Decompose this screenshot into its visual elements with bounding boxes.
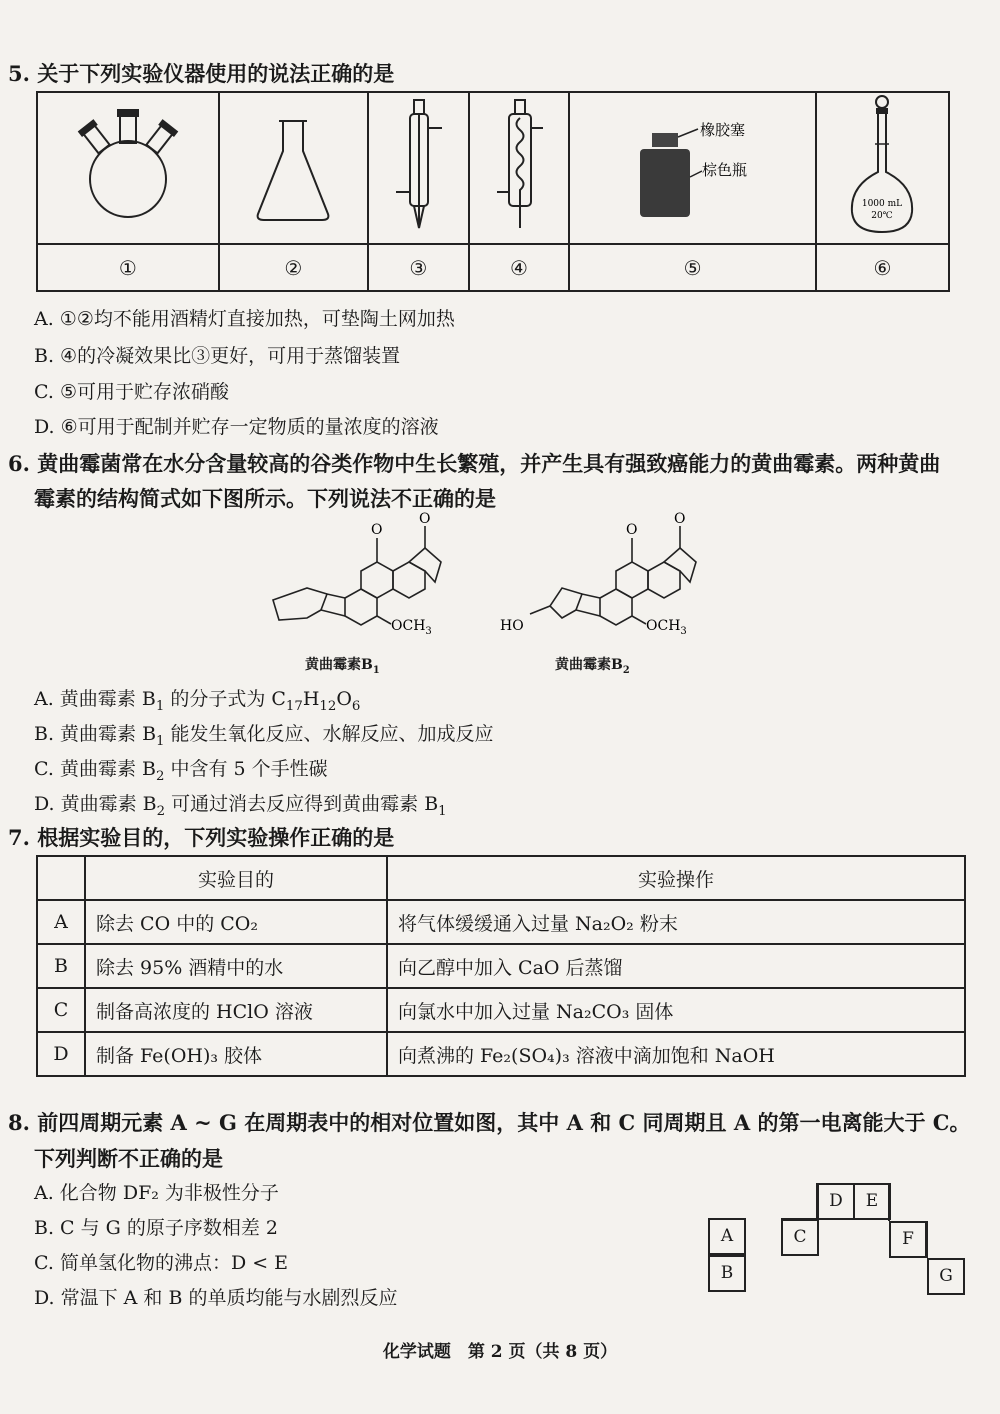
q6-option-b: B. 黄曲霉素 $B_1$ 能发生氧化反应、水解反应、加成反应 [34,723,494,749]
element-d: D [817,1183,855,1220]
q6-stem-line2: 霉素的结构简式如下图所示。下列说法不正确的是 [34,486,496,511]
element-a: A [708,1218,746,1255]
b1-methoxy: $OCH_3$ [391,618,432,637]
stopper-label: 橡胶塞 [699,121,745,139]
header-cell: 实验操作 [387,856,965,900]
row-label: C [37,988,85,1032]
q8-stem-line2: 下列判断不正确的是 [34,1146,223,1171]
instrument-number: ④ [469,244,570,291]
page-footer: 化学试题 第 2 页（共 8 页） [382,1342,618,1362]
instrument-number: ⑤ [569,244,816,291]
q5-option-a: A. ①②均不能用酒精灯直接加热，可垫陶土网加热 [34,308,455,330]
operation-cell: 向乙醇中加入 CaO 后蒸馏 [387,944,965,988]
q8-option-a: A. 化合物 DF₂ 为非极性分子 [34,1182,279,1204]
operation-cell: 向氯水中加入过量 Na₂CO₃ 固体 [387,988,965,1032]
b2-carbonyl-o: O [626,522,638,538]
q8-option-c: C. 简单氢化物的沸点：D < E [34,1252,289,1274]
row-label: B [37,944,85,988]
aflatoxin-b1-caption: 黄曲霉素$B_1$ [305,657,380,676]
q6-option-c: C. 黄曲霉素 $B_2$ 中含有 5 个手性碳 [34,758,328,784]
q5-option-d: D. ⑥可用于配制并贮存一定物质的量浓度的溶液 [34,416,439,438]
flask-temp: 20℃ [871,210,894,221]
instrument-number: ③ [368,244,469,291]
element-c: C [781,1219,819,1256]
operation-cell: 向煮沸的 Fe₂(SO₄)₃ 溶液中滴加饱和 NaOH [387,1032,965,1076]
purpose-cell: 制备 Fe(OH)₃ 胶体 [85,1032,387,1076]
b2-hydroxyl: HO [500,618,524,634]
q8-stem-line1: 8. 前四周期元素 A ~ G 在周期表中的相对位置如图，其中 A 和 C 同周期且 A 的第一电离能大于 C。 [8,1110,971,1135]
header-cell: 实验目的 [85,856,387,900]
element-e: E [853,1183,891,1220]
element-f: F [889,1221,927,1258]
element-b: B [708,1255,746,1292]
b2-ketone-o: O [674,511,686,527]
row-label: A [37,900,85,944]
instrument-number: ① [37,244,219,291]
q5-option-c: C. ⑤可用于贮存浓硝酸 [34,381,229,403]
q5-option-b: B. ④的冷凝效果比③更好，可用于蒸馏装置 [34,345,401,367]
instrument-number: ② [219,244,368,291]
bottle-label: 棕色瓶 [701,161,747,179]
element-g: G [927,1258,965,1295]
q6-stem-line1: 6. 黄曲霉菌常在水分含量较高的谷类作物中生长繁殖，并产生具有强致癌能力的黄曲霉素。两种黄曲 [8,451,941,476]
q8-option-b: B. C 与 G 的原子序数相差 2 [34,1217,279,1239]
aflatoxin-b2-caption: 黄曲霉素$B_2$ [555,657,630,676]
q6-option-a: A. 黄曲霉素 $B_1$ 的分子式为 $C_{17}H_{12}O_6$ [34,688,361,714]
b2-methoxy: $OCH_3$ [646,618,687,637]
purpose-cell: 除去 95% 酒精中的水 [85,944,387,988]
q8-option-d: D. 常温下 A 和 B 的单质均能与水剧烈反应 [34,1287,398,1309]
row-label: D [37,1032,85,1076]
purpose-cell: 除去 CO 中的 CO₂ [85,900,387,944]
operation-cell: 将气体缓缓通入过量 Na₂O₂ 粉末 [387,900,965,944]
b1-carbonyl-o: O [371,522,383,538]
q6-option-d: D. 黄曲霉素 $B_2$ 可通过消去反应得到黄曲霉素 $B_1$ [34,793,447,819]
instrument-number: ⑥ [816,244,949,291]
purpose-cell: 制备高浓度的 HClO 溶液 [85,988,387,1032]
b1-ketone-o: O [419,511,431,527]
q7-stem: 7. 根据实验目的，下列实验操作正确的是 [8,825,395,850]
flask-volume: 1000 mL [862,198,903,209]
q5-stem: 5. 关于下列实验仪器使用的说法正确的是 [8,61,395,86]
